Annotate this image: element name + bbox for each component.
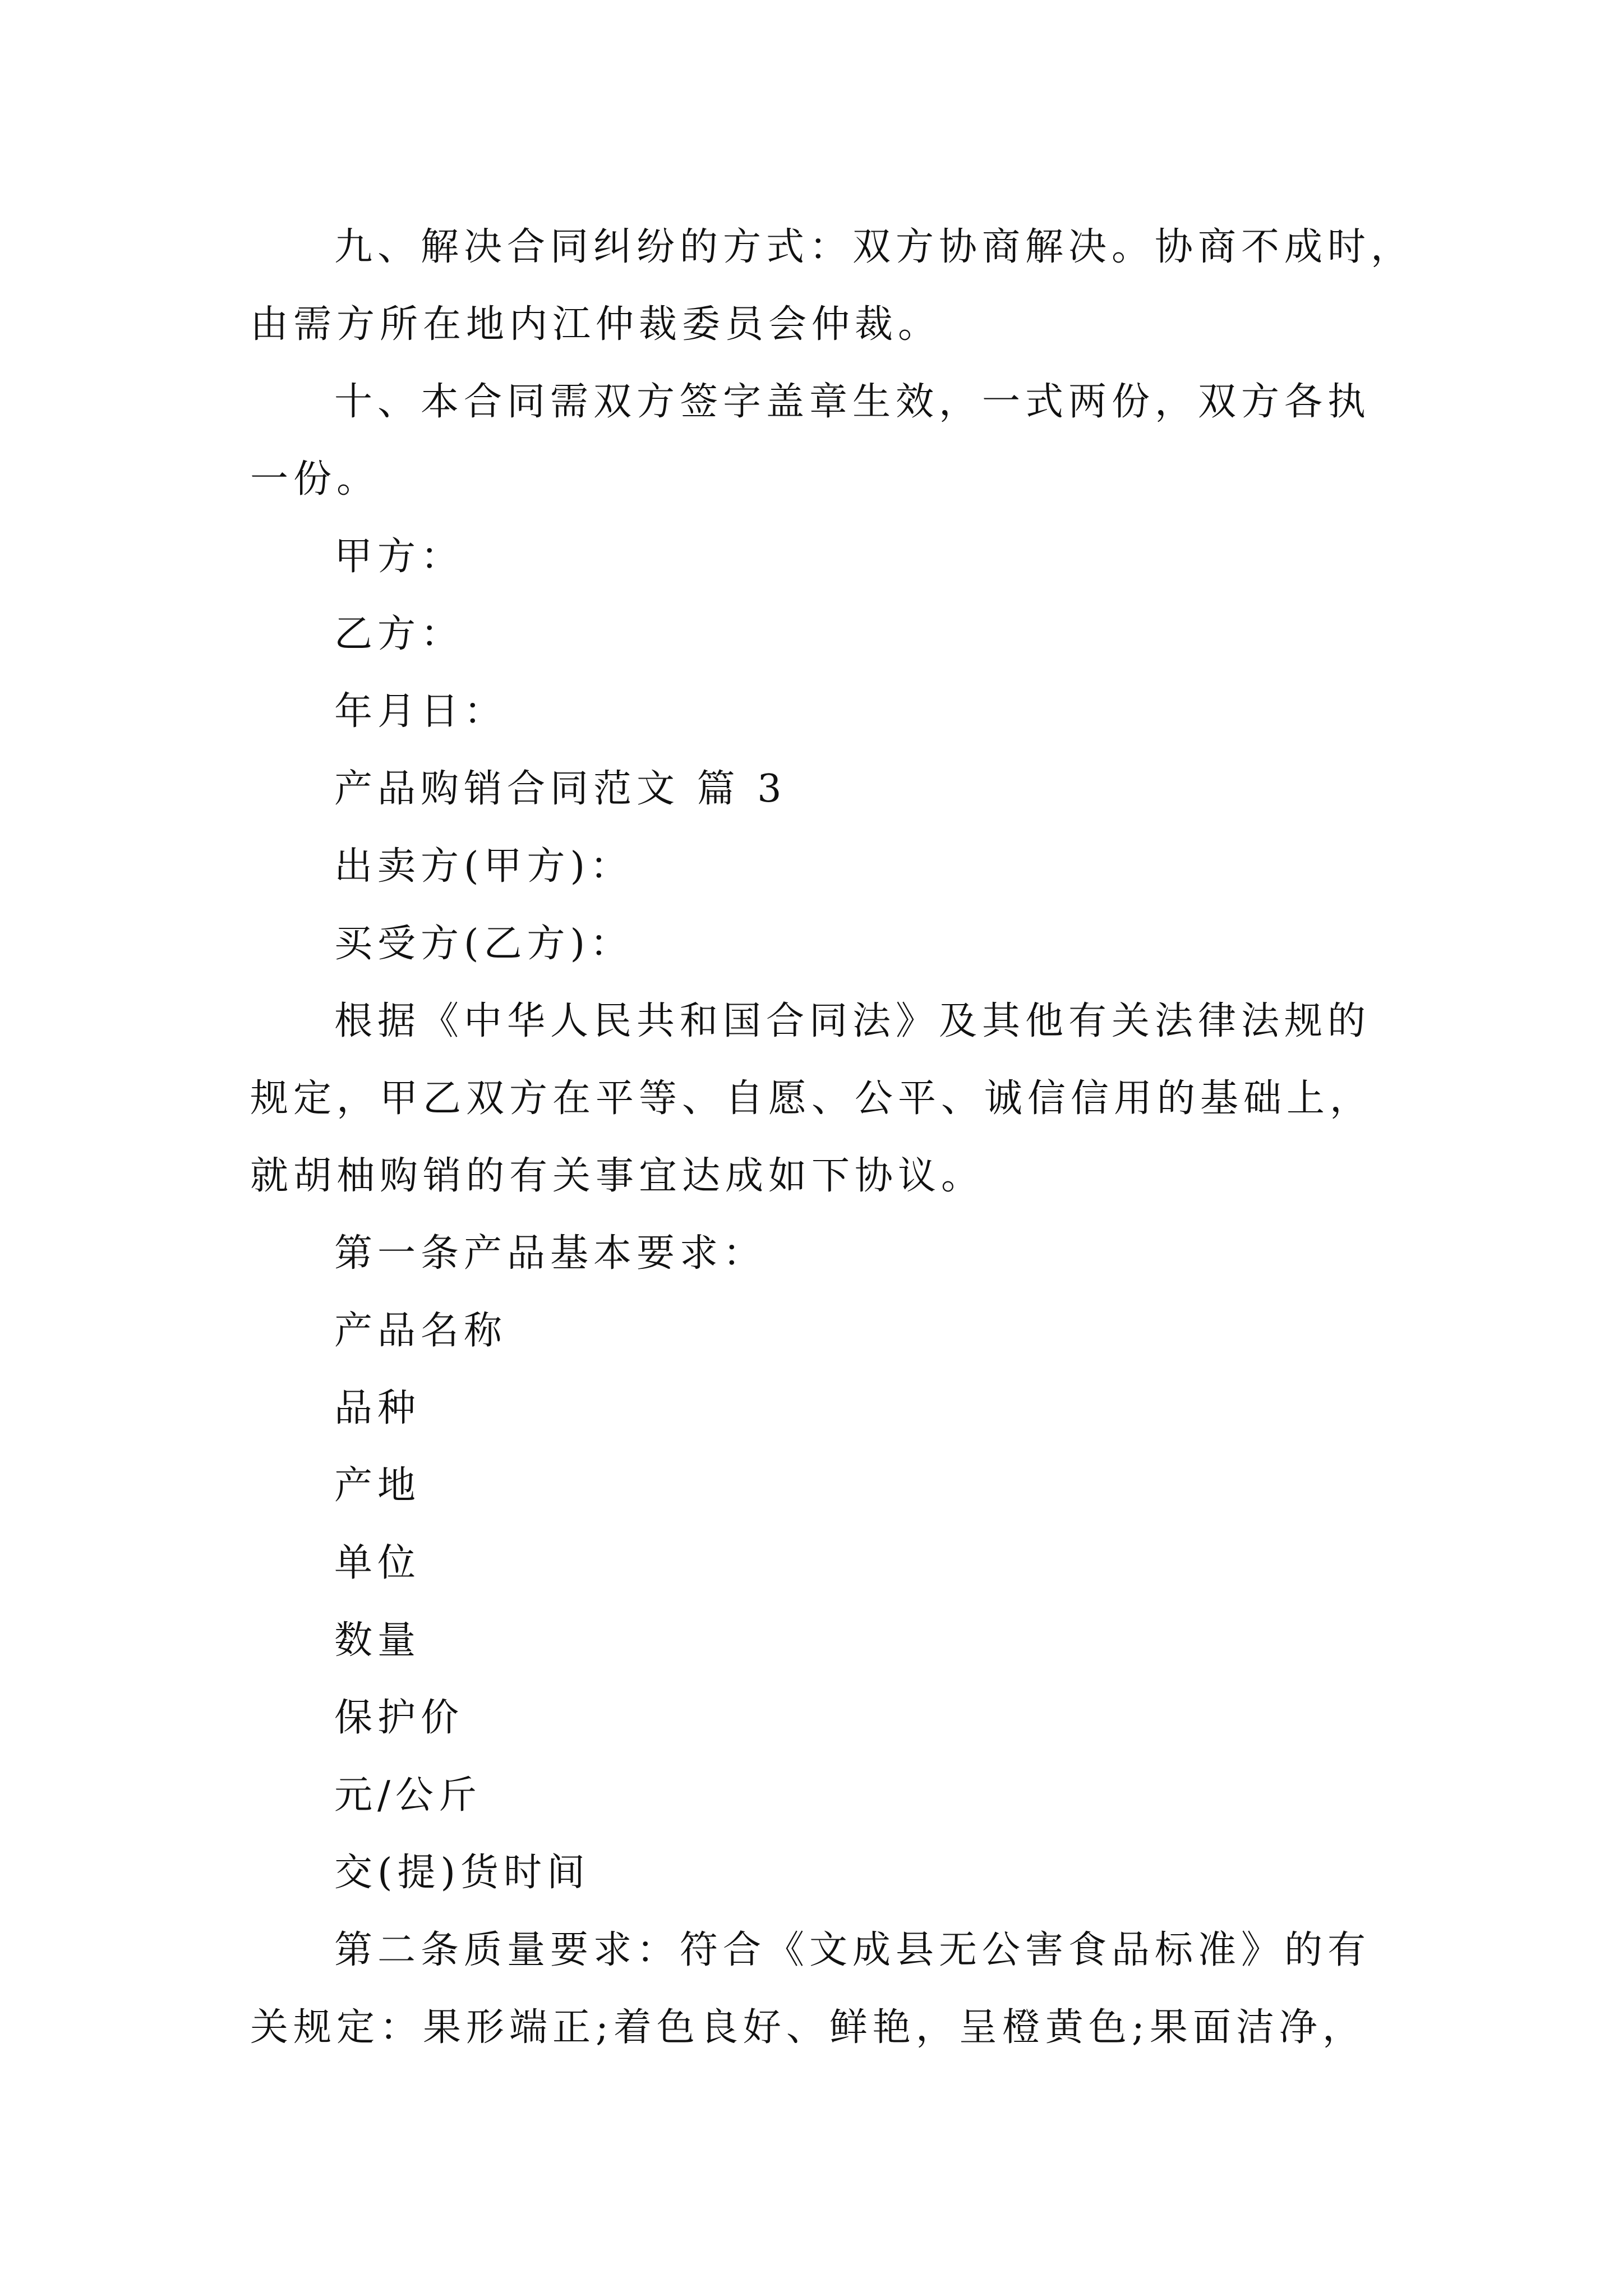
text-line: 保护价 (334, 1696, 464, 1740)
text-line: 关规定：果形端正;着色良好、鲜艳，呈橙黄色;果面洁净， (250, 2005, 1366, 2050)
text-line: 单位 (334, 1541, 421, 1585)
text-line: 数量 (334, 1618, 421, 1663)
text-line: 第一条产品基本要求： (334, 1231, 767, 1276)
text-line: 就胡柚购销的有关事宜达成如下协议。 (250, 1154, 985, 1198)
text-line: 元/公斤 (334, 1773, 482, 1818)
text-line: 产品名称 (334, 1309, 508, 1353)
text-line: 九、解决合同纠纷的方式：双方协商解决。协商不成时， (334, 225, 1414, 269)
text-line: 规定，甲乙双方在平等、自愿、公平、诚信信用的基础上， (250, 1076, 1373, 1121)
text-line: 一份。 (250, 457, 380, 501)
text-line: 甲方： (334, 535, 464, 579)
text-line: 品种 (334, 1386, 421, 1430)
text-line: 乙方： (334, 612, 464, 656)
text-line: 出卖方(甲方)： (334, 844, 634, 889)
text-line: 第二条质量要求：符合《文成县无公害食品标准》的有 (334, 1928, 1371, 1972)
text-line: 由需方所在地内江仲裁委员会仲裁。 (250, 302, 942, 347)
text-line: 十、本合同需双方签字盖章生效，一式两份，双方各执 (334, 380, 1371, 424)
document-body (250, 209, 1414, 2067)
text-line: 根据《中华人民共和国合同法》及其他有关法律法规的 (334, 999, 1371, 1043)
text-line: 交(提)货时间 (334, 1851, 591, 1895)
section-title: 产品购销合同范文 篇 3 (334, 767, 787, 811)
text-line: 买受方(乙方)： (334, 922, 634, 966)
text-line: 产地 (334, 1464, 421, 1508)
text-line: 年月日： (334, 689, 508, 734)
